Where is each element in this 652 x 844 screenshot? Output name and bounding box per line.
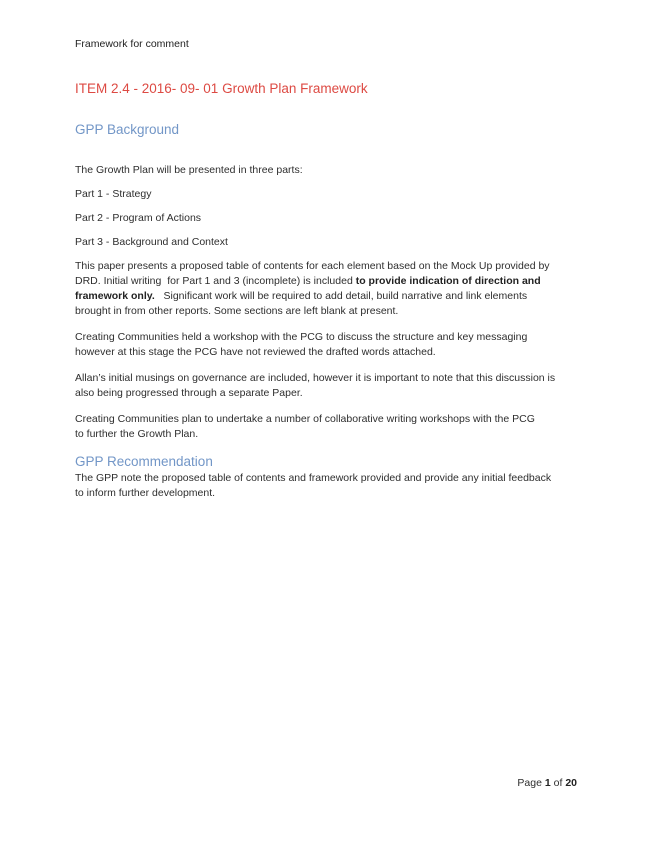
part-2-line: Part 2 - Program of Actions [75, 212, 202, 224]
part-1-line: Part 1 - Strategy [75, 188, 152, 200]
paragraph-line: also being progressed through a separate Paper. [75, 387, 303, 399]
item-title-heading: ITEM 2.4 - 2016- 09- 01 Growth Plan Framework [75, 81, 368, 96]
governance-paragraph [75, 371, 577, 401]
page-footer [517, 776, 577, 790]
footer-total-pages: 20 [565, 777, 577, 789]
part-3-line: Part 3 - Background and Context [75, 236, 228, 248]
footer-page-number: 1 [544, 777, 551, 789]
paragraph-line [75, 289, 577, 304]
section-heading-gpp-background: GPP Background [75, 122, 180, 137]
paragraph-line: The GPP note the proposed table of contents and framework provided and provide any initial feedback [75, 472, 552, 484]
paragraph-line: however at this stage the PCG have not reviewed the drafted words attached. [75, 346, 436, 358]
paragraph-text: DRD. Initial writing for Part 1 and 3 (incomplete) is included [75, 275, 356, 287]
footer-text: of [550, 777, 566, 789]
plan-paragraph [75, 412, 577, 442]
paragraph-text: Significant work will be required to add detail, build narrative and link elements [154, 290, 528, 302]
bold-emphasis-text: framework only. [75, 290, 155, 302]
paragraph-line: to further the Growth Plan. [75, 428, 199, 440]
paragraph-line [75, 274, 577, 289]
contents-paragraph [75, 259, 577, 319]
section-heading-gpp-recommendation: GPP Recommendation [75, 454, 213, 469]
workshop-paragraph [75, 330, 577, 360]
paragraph-line: to inform further development. [75, 487, 216, 499]
paragraph-line: Creating Communities plan to undertake a number of collaborative writing workshops with the PCG [75, 413, 535, 425]
bold-emphasis-text: to provide indication of direction and [355, 275, 541, 287]
intro-paragraph: The Growth Plan will be presented in three parts: [75, 164, 303, 176]
paragraph-line: brought in from other reports. Some sections are left blank at present. [75, 305, 399, 317]
footer-text: Page [517, 777, 545, 789]
paragraph-line: This paper presents a proposed table of contents for each element based on the Mock Up provided by [75, 260, 550, 272]
recommendation-paragraph [75, 471, 577, 501]
paragraph-line: Creating Communities held a workshop with the PCG to discuss the structure and key messaging [75, 331, 528, 343]
paragraph-line: Allan’s initial musings on governance are included, however it is important to note that this discussion is [75, 372, 556, 384]
document-header: Framework for comment [75, 38, 189, 50]
